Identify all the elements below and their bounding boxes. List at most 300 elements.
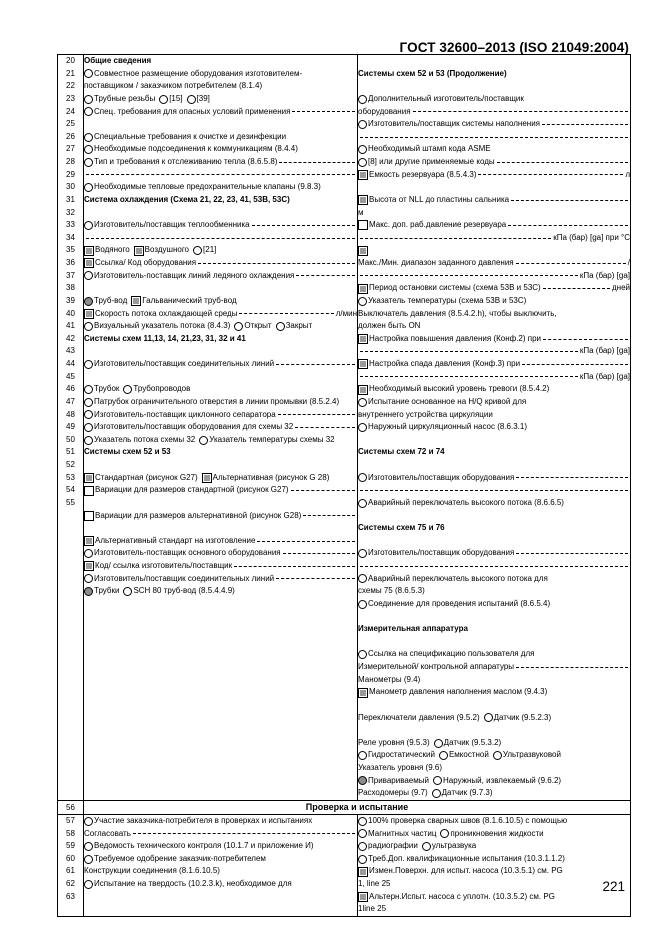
field-label: SCH 80 труб-вод (8.5.4.4.9) [133, 586, 235, 596]
form-line [84, 371, 357, 384]
radio-button[interactable] [276, 322, 285, 331]
radio-button[interactable] [199, 436, 208, 445]
page-number: 221 [602, 879, 625, 894]
fill-in-line[interactable] [276, 364, 355, 365]
form-line [84, 131, 357, 144]
form-line [84, 143, 357, 156]
field-label: Измен.Поверхн. для испыт. насоса (10.3.5.1) см. PG [369, 866, 563, 876]
form-line [84, 181, 357, 194]
radio-button[interactable] [358, 423, 367, 432]
form-line [358, 68, 630, 81]
fill-in-line[interactable] [252, 225, 355, 226]
line-number: 34 [66, 232, 75, 242]
radio-button[interactable] [193, 246, 202, 255]
fill-in-line[interactable] [360, 490, 628, 491]
radio-button[interactable] [84, 69, 93, 78]
radio-button[interactable] [433, 776, 442, 785]
fill-in-line[interactable] [360, 238, 551, 239]
field-label: Треб.Доп. квалификационные испытания (10.3.1.1.2) [368, 853, 565, 863]
field-label: Ведомость технического контроля (10.1.7 и приложение И) [94, 841, 314, 851]
form-line [358, 484, 630, 497]
radio-button[interactable] [358, 829, 367, 838]
field-label: Манометр давления наполнения маслом (9.4.3) [369, 687, 548, 697]
checkbox-marked[interactable] [134, 246, 144, 256]
form-line [358, 853, 630, 866]
form-line [84, 828, 357, 841]
fill-in-line[interactable] [86, 174, 355, 175]
lower-section-row [58, 814, 631, 916]
radio-button[interactable] [358, 549, 367, 558]
form-line [84, 878, 357, 891]
form-line [84, 270, 357, 283]
form-line [84, 434, 357, 447]
form-line [84, 497, 357, 510]
field-label: проникновения жидкости [450, 828, 544, 838]
field-label: Вариации для размеров альтернативной (рисунок G28) [95, 510, 302, 520]
fill-in-line[interactable] [542, 124, 628, 125]
form-line [358, 828, 630, 841]
radio-button-selected[interactable] [84, 297, 93, 306]
line-number: 44 [66, 359, 75, 368]
form-line [84, 308, 357, 321]
radio-button[interactable] [84, 436, 93, 445]
radio-button[interactable] [84, 158, 93, 167]
form-line [358, 333, 630, 346]
checkbox-marked[interactable] [84, 561, 94, 571]
form-line [358, 762, 630, 775]
fill-in-line[interactable] [511, 200, 628, 201]
fill-in-line[interactable] [303, 515, 355, 516]
form-line [84, 156, 357, 169]
radio-button[interactable] [159, 95, 168, 104]
field-label: Датчик (9.7.3) [441, 788, 493, 798]
field-label: дней [611, 283, 630, 293]
radio-button[interactable] [358, 574, 367, 583]
upper-section-row [58, 55, 631, 801]
form-line [358, 295, 630, 308]
radio-button[interactable] [84, 842, 93, 851]
checkbox-marked[interactable] [358, 867, 368, 877]
radio-button[interactable] [84, 880, 93, 889]
checkbox-marked[interactable] [84, 258, 94, 268]
right-field-column [358, 55, 631, 801]
line-number: 45 [66, 371, 75, 381]
checkbox-marked[interactable] [358, 195, 368, 205]
form-line [358, 674, 630, 687]
radio-button[interactable] [84, 183, 93, 192]
form-line [358, 840, 630, 853]
form-line [358, 891, 630, 904]
field-label: Магнитных частиц [368, 828, 437, 838]
form-line [358, 636, 630, 649]
checkbox[interactable] [84, 486, 94, 496]
field-label: Вариации для размеров стандартной (рисунок G27) [95, 485, 289, 495]
radio-button[interactable] [358, 650, 367, 659]
form-line [358, 131, 630, 144]
field-label: Период остановки системы (схема 53B и 53C) [369, 283, 541, 293]
form-line [84, 484, 357, 497]
checkbox-marked[interactable] [131, 296, 141, 306]
field-label: Система охлаждения (Схема 21, 22, 23, 41, 53B, 53C) [84, 194, 290, 204]
field-label: Труб-вод [94, 295, 128, 305]
line-number-column [58, 55, 84, 801]
field-label: Трубки [94, 586, 120, 596]
fill-in-line[interactable] [516, 667, 628, 668]
radio-button[interactable] [358, 817, 367, 826]
line-number: 35 [66, 245, 75, 255]
line-number: 63 [66, 891, 75, 901]
checkbox-marked[interactable] [358, 246, 368, 256]
radio-button[interactable] [84, 385, 93, 394]
line-number: 55 [66, 497, 75, 507]
checkbox-marked[interactable] [358, 892, 368, 902]
radio-button[interactable] [84, 855, 93, 864]
field-label: Скорость потока охлаждающей среды [95, 308, 238, 318]
form-line [84, 232, 357, 245]
checkbox-marked[interactable] [84, 309, 94, 319]
form-line [84, 219, 357, 232]
fill-in-line[interactable] [516, 477, 628, 478]
radio-button[interactable] [493, 751, 502, 760]
field-label: Изготовитель/поставщик соединительных линий [94, 573, 275, 583]
field-label: Указатель температуры схемы 32 [209, 434, 335, 444]
field-label: [39] [196, 93, 210, 103]
fill-in-line[interactable] [283, 553, 355, 554]
field-label: Совместное размещение оборудования изготовителем- [94, 68, 303, 78]
field-label: Системы схем 72 и 74 [358, 447, 445, 457]
field-label: Необходимые подсоединения к коммуникациям (8.4.4) [94, 144, 298, 154]
checkbox-marked[interactable] [358, 170, 368, 180]
radio-button[interactable] [358, 751, 367, 760]
line-number: 33 [66, 220, 75, 230]
fill-in-line[interactable] [516, 553, 628, 554]
field-label: Переключатели давления (9.5.2) [358, 712, 480, 722]
field-label: Закрыт [285, 321, 313, 331]
radio-button[interactable] [358, 855, 367, 864]
form-line [358, 815, 630, 828]
radio-button[interactable] [358, 600, 367, 609]
form-line [84, 573, 357, 586]
checkbox[interactable] [84, 511, 94, 521]
field-label: кПа (бар) [ga] при °C [553, 232, 630, 242]
form-line [358, 194, 630, 207]
field-label: поставщиком / заказчиком потребителем (8.1.4) [84, 81, 263, 91]
fill-in-line[interactable] [360, 275, 578, 276]
radio-button[interactable] [84, 410, 93, 419]
line-number: 43 [66, 346, 75, 356]
form-line [358, 573, 630, 586]
field-label: внутреннего устройства циркуляции [358, 409, 493, 419]
field-label: Общие сведения [84, 56, 152, 65]
line-number: 40 [66, 308, 75, 318]
radio-button[interactable] [358, 473, 367, 482]
field-label: Испытание на твердость (10.2.3.k), необходимое для [94, 879, 292, 888]
fill-in-line[interactable] [478, 174, 623, 175]
fill-in-line[interactable] [497, 162, 628, 163]
field-label: Аварийный переключатель высокого потока (8.6.6.5) [368, 497, 564, 507]
form-line [358, 547, 630, 560]
checkbox-marked[interactable] [84, 246, 94, 256]
checkbox-marked[interactable] [202, 473, 212, 483]
radio-button-selected[interactable] [358, 776, 367, 785]
datasheet-table [57, 54, 631, 917]
field-label: Патрубок ограничительного отверстия в линии промывки (8.5.2.4) [94, 396, 340, 406]
checkbox-marked[interactable] [358, 359, 368, 369]
fill-in-line[interactable] [296, 275, 355, 276]
field-label: [21] [203, 245, 217, 255]
form-line [358, 282, 630, 295]
fill-in-line[interactable] [257, 541, 355, 542]
form-line [84, 80, 357, 93]
form-line [358, 181, 630, 194]
form-line [84, 194, 357, 207]
field-label: Открыт [244, 321, 272, 331]
form-line [358, 371, 630, 384]
form-line [84, 207, 357, 220]
line-number: 36 [66, 258, 75, 267]
field-label: л [625, 169, 630, 179]
field-label: Настройка спада давления (Конф.3) при [369, 359, 521, 368]
field-label: [15] [169, 93, 183, 103]
field-label: Настройка повышения давления (Конф.2) при [369, 333, 542, 343]
line-number: 29 [66, 169, 75, 179]
form-line [358, 459, 630, 472]
radio-button[interactable] [358, 158, 367, 167]
field-label: Изготовитель/поставщик оборудования [368, 472, 515, 482]
radio-button[interactable] [440, 829, 449, 838]
radio-button[interactable] [84, 145, 93, 154]
field-label: Системы схем 11,13, 14, 21,23, 31, 32 и 41 [84, 333, 246, 343]
line-number: 41 [66, 321, 75, 331]
radio-button[interactable] [358, 120, 367, 129]
line-number: 54 [66, 485, 75, 495]
field-label: Системы схем 75 и 76 [358, 523, 445, 533]
line-number: 49 [66, 422, 75, 432]
form-line [358, 535, 630, 548]
radio-button[interactable] [84, 817, 93, 826]
fill-in-line[interactable] [516, 263, 626, 264]
form-line [358, 396, 630, 409]
fill-in-line[interactable] [292, 111, 355, 112]
form-line [84, 244, 357, 257]
field-label: кПа (бар) [ga] [579, 346, 630, 356]
radio-button[interactable] [234, 322, 243, 331]
radio-button[interactable] [84, 398, 93, 407]
form-line [358, 207, 630, 220]
radio-button[interactable] [84, 549, 93, 558]
field-label: Выключатель давления (8.5.4.2.h), чтобы выключить, [358, 308, 557, 318]
radio-button[interactable] [434, 739, 443, 748]
field-label: Датчик (9.5.3.2) [443, 737, 502, 747]
fill-in-line[interactable] [234, 566, 355, 567]
line-number: 46 [66, 384, 75, 394]
field-label: / [627, 258, 630, 267]
form-line [84, 295, 357, 308]
radio-button[interactable] [84, 322, 93, 331]
field-label: Указатель уровня (9.6) [358, 763, 442, 772]
fill-in-line[interactable] [279, 162, 355, 163]
fill-in-line[interactable] [360, 351, 578, 352]
checkbox-marked[interactable] [358, 334, 368, 344]
form-line [358, 320, 630, 333]
form-line [358, 623, 630, 636]
radio-button[interactable] [358, 297, 367, 306]
form-line [358, 169, 630, 182]
checkbox-marked[interactable] [358, 284, 368, 294]
form-line [84, 472, 357, 485]
radio-button[interactable] [123, 385, 132, 394]
form-line [358, 143, 630, 156]
form-line [358, 522, 630, 535]
form-line [84, 510, 357, 523]
radio-button[interactable] [358, 145, 367, 154]
field-label: Емкостной [448, 750, 489, 760]
left-field-column [84, 55, 358, 801]
line-number: 21 [66, 68, 75, 78]
line-number: 61 [66, 866, 75, 876]
radio-button[interactable] [432, 789, 441, 798]
fill-in-line[interactable] [508, 225, 628, 226]
fill-in-line[interactable] [360, 137, 628, 138]
form-line [358, 878, 630, 891]
field-label: Изготовитель/поставщик оборудования [368, 548, 515, 558]
radio-button[interactable] [84, 360, 93, 369]
form-line [358, 749, 630, 762]
section-56-row [58, 800, 631, 814]
field-label: радиографии [368, 841, 418, 851]
form-line [358, 219, 630, 232]
checkbox-marked[interactable] [358, 688, 368, 698]
fill-in-line[interactable] [360, 376, 578, 377]
form-line [358, 244, 630, 257]
radio-button[interactable] [84, 107, 93, 116]
form-line [358, 865, 630, 878]
field-label: Изготовитель-поставщик циклонного сепаратора [94, 409, 276, 419]
line-number: 51 [66, 447, 75, 457]
field-label: Изготовитель/поставщик оборудования для схемы 32 [94, 422, 294, 432]
line-number: 32 [66, 207, 75, 217]
radio-button[interactable] [84, 95, 93, 104]
fill-in-line[interactable] [543, 339, 628, 340]
field-label: Трубок [94, 384, 120, 394]
field-label: Макс. доп. раб.давление резервуара [369, 220, 507, 230]
field-label: Системы схем 52 и 53 [84, 447, 171, 457]
checkbox-marked[interactable] [84, 536, 94, 546]
field-label: кПа (бар) [ga] [579, 270, 630, 280]
fill-in-line[interactable] [276, 578, 355, 579]
line-number: 60 [66, 853, 75, 863]
radio-button[interactable] [84, 271, 93, 280]
section-title: Проверка и испытание [84, 800, 631, 814]
form-line [358, 118, 630, 131]
line-number-column [58, 814, 84, 916]
radio-button[interactable] [84, 221, 93, 230]
form-line [84, 320, 357, 333]
line-number: 20 [66, 56, 75, 65]
line-number: 50 [66, 434, 75, 444]
field-label: Специальные требования к очистке и дезинфекции [94, 131, 287, 141]
line-number: 31 [66, 194, 75, 204]
fill-in-line[interactable] [239, 313, 333, 314]
checkbox-marked[interactable] [84, 473, 94, 483]
line-number: 42 [66, 333, 75, 343]
radio-button[interactable] [358, 842, 367, 851]
radio-button[interactable] [358, 499, 367, 508]
form-line [358, 724, 630, 737]
field-label: Код/ ссылка изготовитель/поставщик [95, 561, 233, 570]
form-line [358, 775, 630, 788]
radio-button[interactable] [439, 751, 448, 760]
field-label: Манометры (9.4) [358, 674, 421, 684]
radio-button-selected[interactable] [84, 587, 93, 596]
radio-button[interactable] [422, 842, 431, 851]
field-label: Трубопроводов [133, 384, 191, 394]
radio-button[interactable] [123, 587, 132, 596]
field-label: Макс./Мин. диапазон заданного давления [358, 258, 514, 267]
form-line [358, 106, 630, 119]
field-label: Наружный, извлекаемый (9.6.2) [442, 775, 562, 785]
form-line [84, 840, 357, 853]
form-line [84, 421, 357, 434]
radio-button[interactable] [84, 574, 93, 583]
form-line [358, 611, 630, 624]
form-line [84, 118, 357, 131]
field-label: Измерительная аппаратура [358, 624, 468, 634]
line-number: 47 [66, 396, 75, 406]
form-line [358, 737, 630, 750]
fill-in-line[interactable] [278, 414, 355, 415]
fill-in-line[interactable] [291, 490, 355, 491]
field-label: Участие заказчика-потребителя в проверках и испытаниях [94, 815, 313, 825]
fill-in-line[interactable] [295, 427, 355, 428]
radio-button[interactable] [484, 713, 493, 722]
field-label: 1line 25 [358, 904, 387, 914]
fill-in-line[interactable] [413, 111, 628, 112]
field-label: Изготовитель/поставщик системы наполнения [368, 119, 541, 129]
radio-button[interactable] [84, 133, 93, 142]
field-label: Емкость резервуара (8.5.4.3) [369, 169, 477, 179]
form-line [84, 446, 357, 459]
line-number: 24 [66, 106, 75, 116]
form-line [84, 383, 357, 396]
radio-button[interactable] [358, 95, 367, 104]
fill-in-line[interactable] [133, 833, 355, 834]
radio-button[interactable] [358, 398, 367, 407]
section-number: 56 [58, 800, 84, 814]
checkbox-marked[interactable] [358, 385, 368, 395]
line-number: 57 [66, 815, 75, 825]
form-line [358, 497, 630, 510]
fill-in-line[interactable] [360, 566, 628, 567]
fill-in-line[interactable] [522, 364, 628, 365]
line-number: 30 [66, 182, 75, 192]
line-number: 38 [66, 283, 75, 293]
form-line [84, 522, 357, 535]
radio-button[interactable] [187, 95, 196, 104]
form-line [358, 510, 630, 523]
checkbox[interactable] [358, 220, 368, 230]
fill-in-line[interactable] [543, 288, 610, 289]
right-field-column [358, 814, 631, 916]
field-label: Аварийный переключатель высокого потока для [368, 573, 548, 583]
form-line [84, 55, 357, 68]
fill-in-line[interactable] [198, 263, 355, 264]
line-number: 28 [66, 157, 75, 166]
radio-button[interactable] [84, 423, 93, 432]
form-line [358, 434, 630, 447]
fill-in-line[interactable] [86, 238, 355, 239]
field-label: оборудования [358, 106, 411, 116]
